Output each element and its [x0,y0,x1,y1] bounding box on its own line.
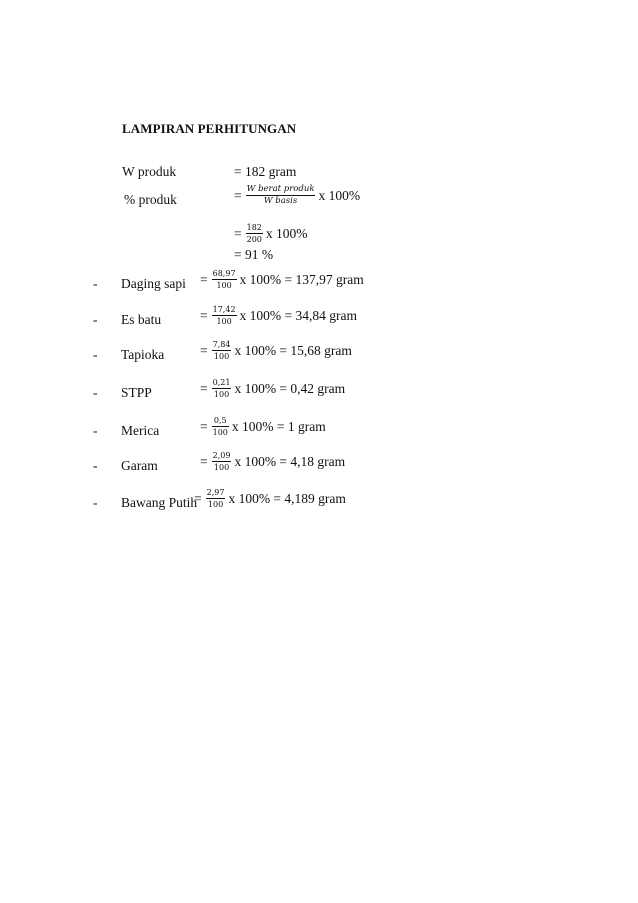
item-formula [194,488,346,509]
item-label: STPP [121,385,152,400]
fraction [212,378,232,399]
list-item [0,378,638,405]
fraction [212,269,237,290]
fraction-denominator: 100 [216,281,232,290]
item-label: Daging sapi [121,276,186,291]
w-produk-value: = 182 gram [234,164,297,179]
item-label: Tapioka [121,347,165,362]
equals-sign: = [200,342,208,358]
fraction-denominator: W basis [263,196,298,206]
fraction-numerator: 68,97 [212,269,236,278]
list-bullet: - [93,495,98,510]
list-bullet: - [93,458,98,473]
fraction-numerator: 17,42 [212,305,236,314]
item-label: Bawang Putih [121,495,198,510]
item-label: Garam [121,458,158,473]
item-formula [200,340,352,361]
list-bullet: - [93,347,98,362]
list-item [0,488,638,515]
formula-suffix: x 100% = 0,42 gram [234,380,346,396]
fraction [212,451,232,472]
fraction-bar [212,350,232,351]
fraction-bar [212,426,229,427]
formula-suffix: x 100% = 15,68 gram [234,342,352,358]
list-item [0,340,638,367]
fraction-denominator: 100 [213,463,230,472]
fraction-bar [212,461,232,462]
fraction-bar [212,315,237,316]
list-item [0,269,638,296]
list-bullet: - [93,312,98,327]
fraction-bar [212,388,232,389]
fraction [206,488,226,509]
item-label: Merica [121,423,160,438]
fraction-bar [206,498,226,499]
formula-suffix: x 100% = 137,97 gram [239,271,364,287]
list-bullet: - [93,385,98,400]
item-formula [200,269,364,290]
fraction-numerator: W berat produk [246,184,315,194]
formula-suffix: x 100% = 34,84 gram [239,307,358,323]
fraction-numerator: 7,84 [212,340,231,349]
equals-sign: = [200,380,208,396]
fraction-numerator: 2,97 [206,488,225,497]
item-formula [200,451,345,472]
calc-result: = 91 % [234,247,274,262]
fraction-numerator: 2,09 [212,451,231,460]
fraction-denominator: 200 [246,235,262,244]
list-item [0,451,638,478]
item-formula [200,416,326,437]
list-item [0,305,638,332]
fraction [212,340,232,361]
formula-suffix: x 100% = 4,18 gram [234,453,346,469]
fraction-bar [212,279,237,280]
item-formula [200,305,357,326]
equals-sign: = [200,271,208,287]
equals-sign: = [194,490,202,506]
fraction [246,185,316,206]
equals-sign: = [234,225,242,241]
w-produk-label: W produk [122,164,177,179]
fraction [246,223,263,244]
formula-suffix: x 100% = 1 gram [231,418,326,434]
item-formula [200,378,345,399]
row-persen-produk [0,184,638,212]
item-label: Es batu [121,312,162,327]
list-item [0,416,638,443]
page-title: LAMPIRAN PERHITUNGAN [122,121,297,136]
fraction-numerator: 182 [246,223,262,232]
fraction [212,305,237,326]
calc-formula [234,223,308,244]
row-w-produk [0,160,638,184]
fraction-denominator: 100 [212,428,228,437]
equals-sign: = [200,418,208,434]
fraction-bar [246,233,263,234]
equals-sign: = [200,307,208,323]
fraction-numerator: 0,5 [213,416,227,425]
fraction-denominator: 100 [213,390,230,399]
fraction-denominator: 100 [213,352,230,361]
persen-produk-formula [234,185,360,206]
equals-sign: = [200,453,208,469]
formula-suffix: x 100% = 4,189 gram [228,490,346,506]
list-bullet: - [93,423,98,438]
fraction-denominator: 100 [216,317,232,326]
list-bullet: - [93,276,98,291]
formula-suffix: x 100% [318,187,361,203]
persen-produk-label: % produk [124,192,177,207]
fraction-numerator: 0,21 [212,378,231,387]
fraction [212,416,229,437]
equals-sign: = [234,187,242,203]
formula-suffix: x 100% [265,225,308,241]
fraction-denominator: 100 [207,500,224,509]
row-result [0,243,638,267]
